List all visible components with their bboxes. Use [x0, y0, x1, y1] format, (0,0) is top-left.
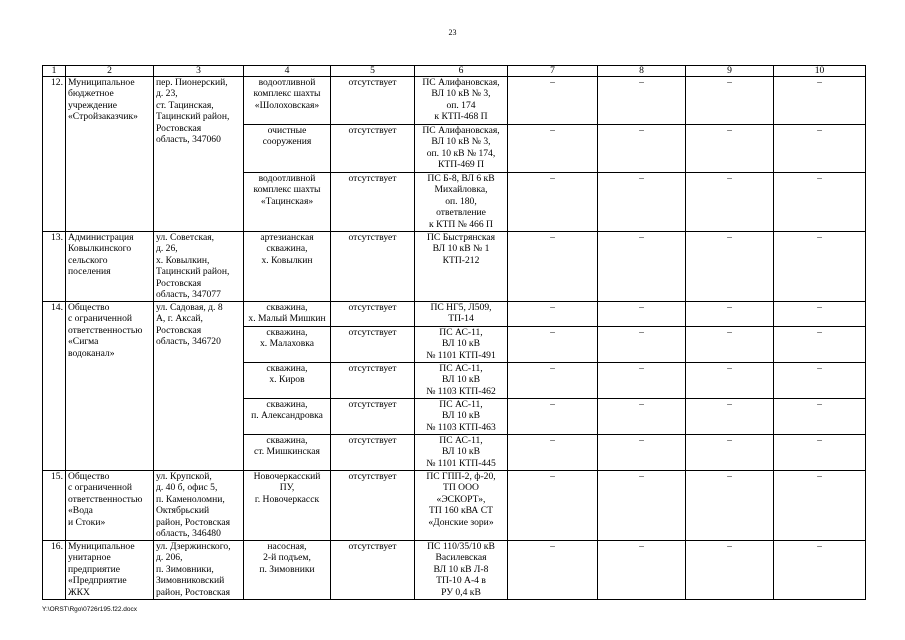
- column-10-value: –: [774, 435, 866, 471]
- column-10-value: –: [774, 327, 866, 363]
- column-9-value: –: [686, 363, 774, 399]
- organization-name: Муниципальное бюджетное учреждение «Стройзаказчик»: [66, 77, 154, 232]
- column-number-header: 2: [66, 66, 154, 77]
- column-9-value: –: [686, 232, 774, 302]
- facility-name: артезианская скважина, х. Ковылкин: [244, 232, 331, 302]
- table-row: [43, 77, 866, 125]
- column-9-value: –: [686, 435, 774, 471]
- row-number: 15.: [43, 471, 66, 541]
- organization-name: Общество с ограниченной ответственностью «Вода и Стоки»: [66, 471, 154, 541]
- power-supply-point: ПС НГ5, Л509, ТП-14: [415, 302, 508, 327]
- column-7-value: –: [508, 77, 598, 125]
- power-supply-point: ПС Алифановская, ВЛ 10 кВ № 3, оп. 10 кВ № 174, КТП-469 П: [415, 125, 508, 173]
- backup-source: отсутствует: [331, 399, 415, 435]
- power-supply-point: ПС АС-11, ВЛ 10 кВ № 1103 КТП-463: [415, 399, 508, 435]
- column-7-value: –: [508, 471, 598, 541]
- table-row: [43, 302, 866, 327]
- power-supply-point: ПС 110/35/10 кВ Василевская ВЛ 10 кВ Л-8 ТП-10 А-4 в РУ 0,4 кВ: [415, 541, 508, 600]
- column-10-value: –: [774, 302, 866, 327]
- backup-source: отсутствует: [331, 302, 415, 327]
- power-supply-point: ПС Алифановская, ВЛ 10 кВ № 3, оп. 174 к КТП-468 П: [415, 77, 508, 125]
- facility-name: водоотливной комплекс шахты «Шолоховская»: [244, 77, 331, 125]
- power-supply-point: ПС Быстрянская ВЛ 10 кВ № 1 КТП-212: [415, 232, 508, 302]
- column-7-value: –: [508, 302, 598, 327]
- organization-name: Муниципальное унитарное предприятие «Предприятие ЖКХ: [66, 541, 154, 600]
- column-7-value: –: [508, 399, 598, 435]
- column-8-value: –: [598, 77, 686, 125]
- row-number: 16.: [43, 541, 66, 600]
- column-9-value: –: [686, 173, 774, 232]
- column-10-value: –: [774, 471, 866, 541]
- backup-source: отсутствует: [331, 471, 415, 541]
- facility-name: скважина, х. Киров: [244, 363, 331, 399]
- organization-name: Администрация Ковылкинского сельского поселения: [66, 232, 154, 302]
- page-number: 23: [448, 28, 457, 37]
- column-7-value: –: [508, 541, 598, 600]
- organization-address: ул. Дзержинского, д. 206, п. Зимовники, Зимовниковский район, Ростовская: [154, 541, 244, 600]
- column-number-header: 9: [686, 66, 774, 77]
- column-10-value: –: [774, 541, 866, 600]
- column-10-value: –: [774, 232, 866, 302]
- column-8-value: –: [598, 541, 686, 600]
- column-7-value: –: [508, 173, 598, 232]
- table-row: [43, 471, 866, 541]
- organization-address: ул. Советская, д. 26, х. Ковылкин, Тацинский район, Ростовская область, 347077: [154, 232, 244, 302]
- backup-source: отсутствует: [331, 363, 415, 399]
- column-10-value: –: [774, 363, 866, 399]
- row-number: 12.: [43, 77, 66, 232]
- column-7-value: –: [508, 435, 598, 471]
- power-supply-point: ПС АС-11, ВЛ 10 кВ № 1103 КТП-462: [415, 363, 508, 399]
- column-10-value: –: [774, 173, 866, 232]
- column-number-header: 1: [43, 66, 66, 77]
- column-7-value: –: [508, 232, 598, 302]
- power-supply-point: ПС АС-11, ВЛ 10 кВ № 1101 КТП-491: [415, 327, 508, 363]
- backup-source: отсутствует: [331, 541, 415, 600]
- backup-source: отсутствует: [331, 173, 415, 232]
- table-row: [43, 541, 866, 600]
- facility-name: скважина, х. Малый Мишкин: [244, 302, 331, 327]
- column-10-value: –: [774, 125, 866, 173]
- column-8-value: –: [598, 363, 686, 399]
- column-8-value: –: [598, 399, 686, 435]
- column-9-value: –: [686, 541, 774, 600]
- column-8-value: –: [598, 232, 686, 302]
- document-table: [42, 65, 866, 600]
- file-path-footer: Y:\ORST\Rgo\0726r195.f22.docx: [42, 606, 138, 613]
- backup-source: отсутствует: [331, 125, 415, 173]
- power-supply-point: ПС ГПП-2, ф-20, ТП ООО «ЭСКОРТ», ТП 160 кВА СТ «Донские зори»: [415, 471, 508, 541]
- column-number-row: [43, 66, 866, 77]
- table-row: [43, 232, 866, 302]
- backup-source: отсутствует: [331, 232, 415, 302]
- column-number-header: 5: [331, 66, 415, 77]
- column-7-value: –: [508, 363, 598, 399]
- column-10-value: –: [774, 399, 866, 435]
- column-number-header: 7: [508, 66, 598, 77]
- organization-address: пер. Пионерский, д. 23, ст. Тацинская, Тацинский район, Ростовская область, 347060: [154, 77, 244, 232]
- column-8-value: –: [598, 327, 686, 363]
- column-number-header: 6: [415, 66, 508, 77]
- facility-name: скважина, п. Александровка: [244, 399, 331, 435]
- column-7-value: –: [508, 327, 598, 363]
- column-8-value: –: [598, 173, 686, 232]
- facility-name: насосная, 2-й подъем, п. Зимовники: [244, 541, 331, 600]
- facility-name: скважина, ст. Мишкинская: [244, 435, 331, 471]
- column-8-value: –: [598, 302, 686, 327]
- column-8-value: –: [598, 125, 686, 173]
- column-number-header: 10: [774, 66, 866, 77]
- column-number-header: 8: [598, 66, 686, 77]
- column-9-value: –: [686, 77, 774, 125]
- organization-address: ул. Садовая, д. 8 А, г. Аксай, Ростовская область, 346720: [154, 302, 244, 471]
- backup-source: отсутствует: [331, 327, 415, 363]
- backup-source: отсутствует: [331, 77, 415, 125]
- column-9-value: –: [686, 327, 774, 363]
- organization-address: ул. Крупской, д. 40 б, офис 5, п. Каменоломни, Октябрьский район, Ростовская область, 346480: [154, 471, 244, 541]
- column-7-value: –: [508, 125, 598, 173]
- column-8-value: –: [598, 471, 686, 541]
- power-supply-point: ПС АС-11, ВЛ 10 кВ № 1101 КТП-445: [415, 435, 508, 471]
- column-9-value: –: [686, 125, 774, 173]
- facility-name: Новочеркасский ПУ, г. Новочеркасск: [244, 471, 331, 541]
- power-supply-point: ПС Б-8, ВЛ 6 кВ Михайловка, оп. 180, ответвление к КТП № 466 П: [415, 173, 508, 232]
- column-9-value: –: [686, 471, 774, 541]
- backup-source: отсутствует: [331, 435, 415, 471]
- column-10-value: –: [774, 77, 866, 125]
- column-number-header: 4: [244, 66, 331, 77]
- row-number: 14.: [43, 302, 66, 471]
- column-9-value: –: [686, 399, 774, 435]
- facility-name: водоотливной комплекс шахты «Тацинская»: [244, 173, 331, 232]
- column-8-value: –: [598, 435, 686, 471]
- organization-name: Общество с ограниченной ответственностью «Сигма водоканал»: [66, 302, 154, 471]
- facility-name: очистные сооружения: [244, 125, 331, 173]
- column-number-header: 3: [154, 66, 244, 77]
- facility-name: скважина, х. Малаховка: [244, 327, 331, 363]
- row-number: 13.: [43, 232, 66, 302]
- column-9-value: –: [686, 302, 774, 327]
